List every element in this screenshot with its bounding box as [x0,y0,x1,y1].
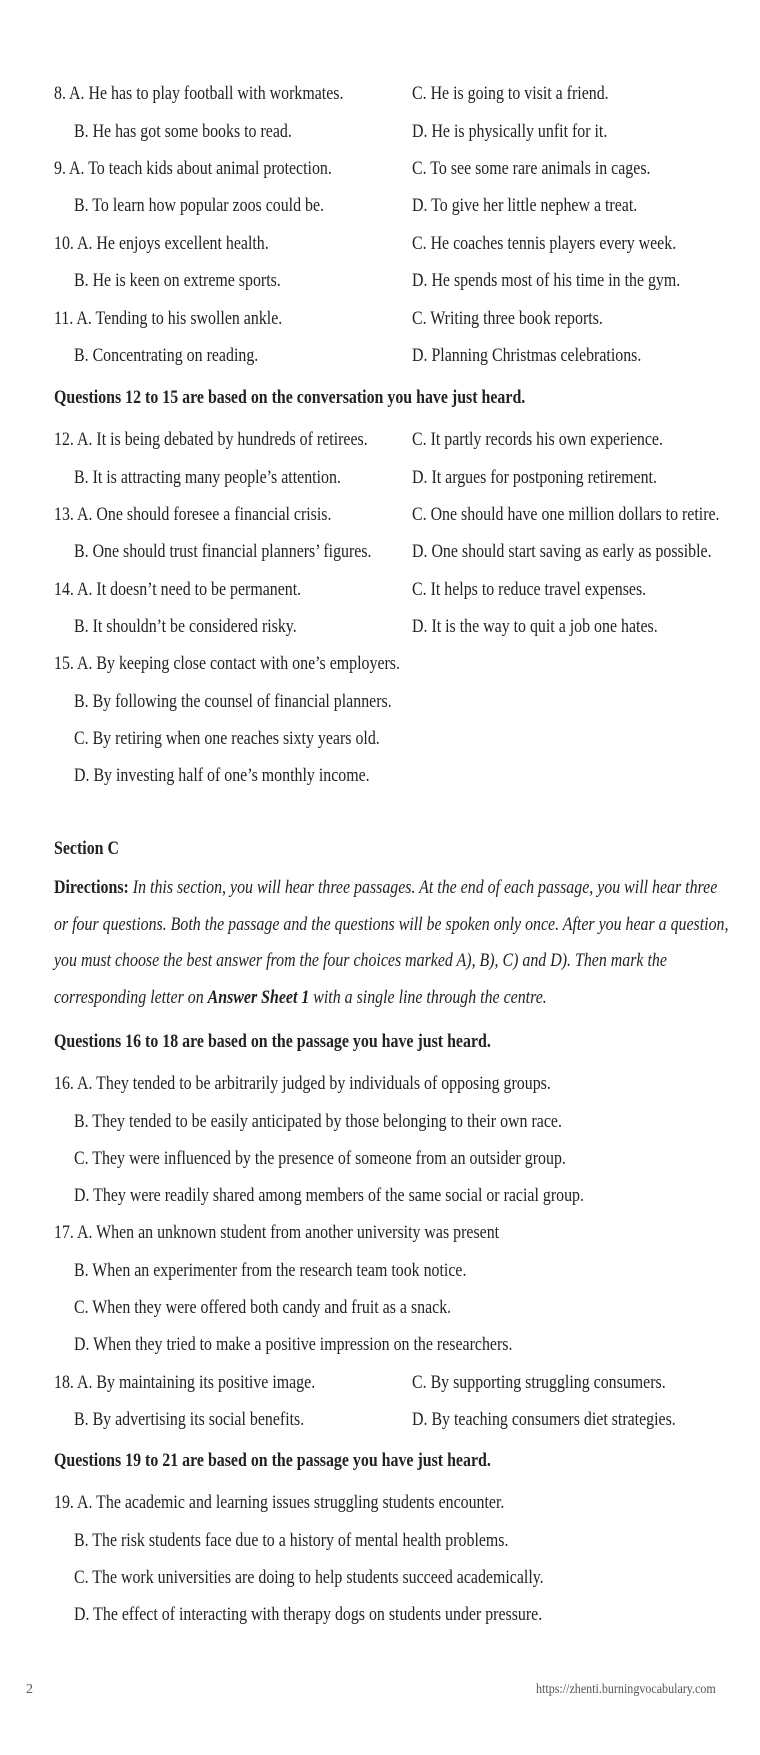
q16-option-c: C. They were influenced by the presence of someone from an outsider group. [74,1149,566,1169]
q14-option-d: D. It is the way to quit a job one hates. [412,617,658,637]
q17-option-d: D. When they tried to make a positive impression on the researchers. [74,1335,513,1355]
q15-option-c: C. By retiring when one reaches sixty years old. [74,729,380,749]
q13-option-b: B. One should trust financial planners’ figures. [74,542,372,562]
q15-option-a: 15. A. By keeping close contact with one’s employers. [54,654,400,674]
heading-questions-19-21: Questions 19 to 21 are based on the passage you have just heard. [54,1451,491,1471]
q13-option-c: C. One should have one million dollars to retire. [412,505,720,525]
q19-option-b: B. The risk students face due to a history of mental health problems. [74,1531,509,1551]
q8-option-a: 8. A. He has to play football with workmates. [54,84,344,104]
q11-option-a: 11. A. Tending to his swollen ankle. [54,309,283,329]
q17-option-c: C. When they were offered both candy and fruit as a snack. [74,1298,452,1318]
q19-option-a: 19. A. The academic and learning issues struggling students encounter. [54,1493,505,1513]
q19-option-d: D. The effect of interacting with therapy dogs on students under pressure. [74,1605,543,1625]
section-c-title: Section C [54,839,119,859]
q16-option-a: 16. A. They tended to be arbitrarily judged by individuals of opposing groups. [54,1074,551,1094]
q11-option-d: D. Planning Christmas celebrations. [412,346,642,366]
heading-questions-16-18: Questions 16 to 18 are based on the passage you have just heard. [54,1032,491,1052]
q10-option-a: 10. A. He enjoys excellent health. [54,234,269,254]
q8-option-b: B. He has got some books to read. [74,122,292,142]
q9-option-d: D. To give her little nephew a treat. [412,196,638,216]
q10-option-b: B. He is keen on extreme sports. [74,271,281,291]
q16-option-b: B. They tended to be easily anticipated by those belonging to their own race. [74,1112,562,1132]
q18-option-b: B. By advertising its social benefits. [74,1410,305,1430]
page-number: 2 [26,1682,33,1697]
q13-option-a: 13. A. One should foresee a financial crisis. [54,505,332,525]
directions-label: Directions: [54,878,129,898]
answer-sheet-label: Answer Sheet 1 [207,987,310,1008]
q9-option-b: B. To learn how popular zoos could be. [74,196,325,216]
q11-option-b: B. Concentrating on reading. [74,346,259,366]
directions-tail: with a single line through the centre. [309,987,547,1008]
q13-option-d: D. One should start saving as early as possible. [412,542,712,562]
q17-option-b: B. When an experimenter from the research team took notice. [74,1261,467,1281]
q14-option-c: C. It helps to reduce travel expenses. [412,580,647,600]
q18-option-c: C. By supporting struggling consumers. [412,1373,666,1393]
directions-paragraph [54,870,730,1016]
q16-option-d: D. They were readily shared among members of the same social or racial group. [74,1186,584,1206]
footer-url[interactable]: https://zhenti.burningvocabulary.com [536,1682,716,1697]
q9-option-c: C. To see some rare animals in cages. [412,159,651,179]
q10-option-d: D. He spends most of his time in the gym. [412,271,681,291]
q9-option-a: 9. A. To teach kids about animal protection. [54,159,332,179]
q14-option-b: B. It shouldn’t be considered risky. [74,617,297,637]
q15-option-d: D. By investing half of one’s monthly income. [74,766,370,786]
q15-option-b: B. By following the counsel of financial planners. [74,692,392,712]
q14-option-a: 14. A. It doesn’t need to be permanent. [54,580,302,600]
q10-option-c: C. He coaches tennis players every week. [412,234,677,254]
q12-option-b: B. It is attracting many people’s attention. [74,468,341,488]
q11-option-c: C. Writing three book reports. [412,309,603,329]
q18-option-d: D. By teaching consumers diet strategies. [412,1410,676,1430]
q12-option-c: C. It partly records his own experience. [412,430,663,450]
directions-text: In this section, you will hear three passages. At the end of each passage, you will hear three or four questions. Both the passage and the questions will be spoken only once. After you hear a question, you must choose the best answer from the four choices marked A), B), C) and D). Then mark the corresponding letter on [54,878,729,1008]
heading-questions-12-15: Questions 12 to 15 are based on the conversation you have just heard. [54,388,526,408]
q12-option-a: 12. A. It is being debated by hundreds of retirees. [54,430,368,450]
q8-option-d: D. He is physically unfit for it. [412,122,608,142]
q8-option-c: C. He is going to visit a friend. [412,84,609,104]
q18-option-a: 18. A. By maintaining its positive image. [54,1373,316,1393]
q17-option-a: 17. A. When an unknown student from another university was present [54,1223,500,1243]
q12-option-d: D. It argues for postponing retirement. [412,468,657,488]
q19-option-c: C. The work universities are doing to help students succeed academically. [74,1568,544,1588]
